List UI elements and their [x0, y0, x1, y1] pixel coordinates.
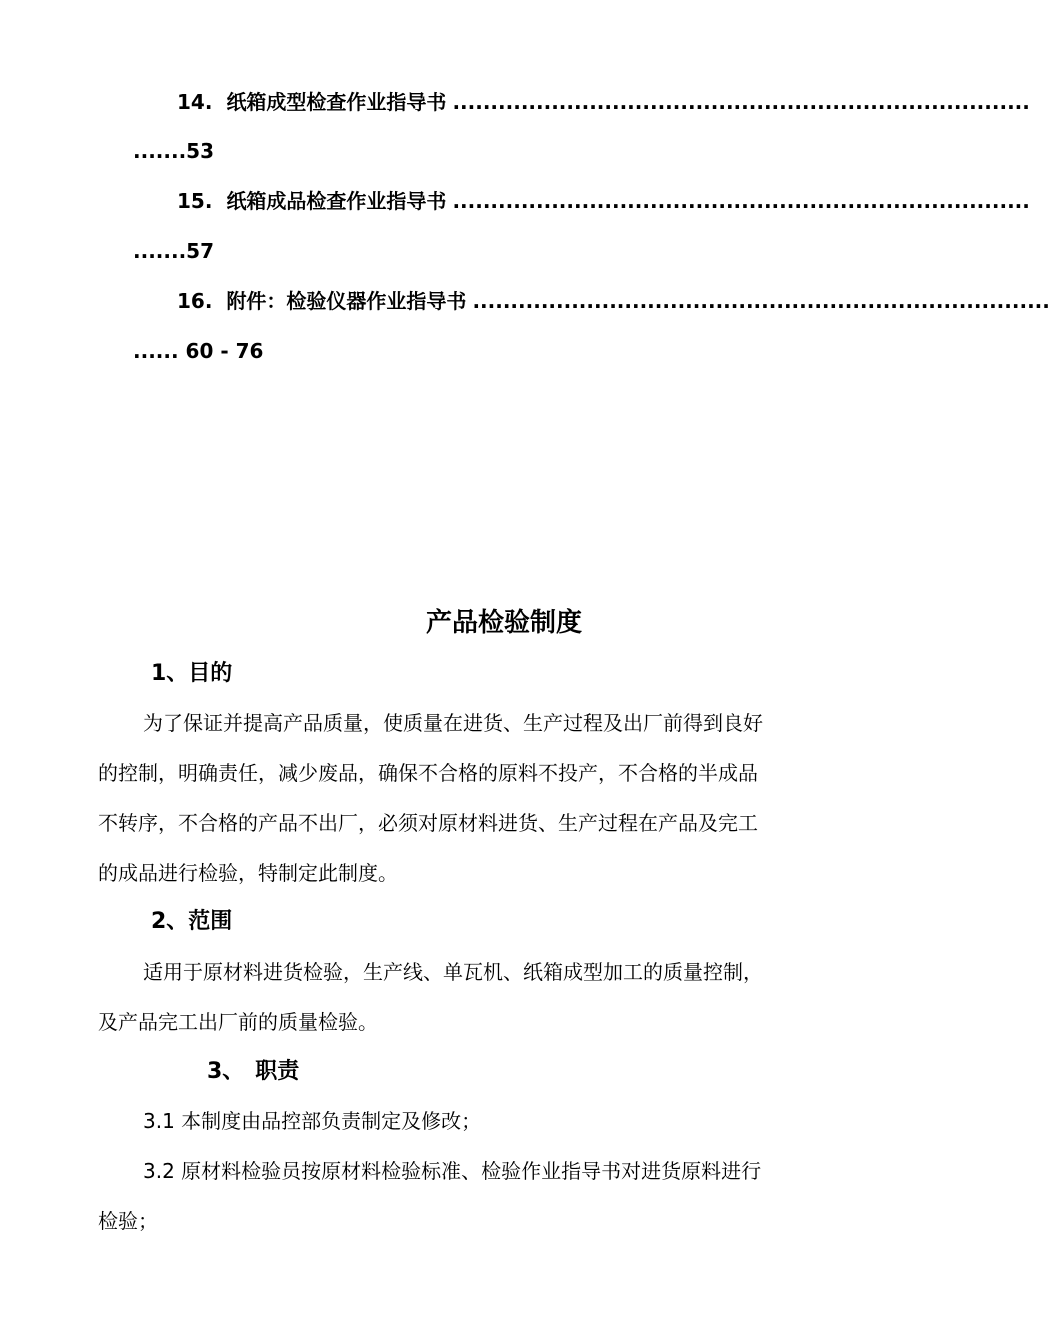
toc-title: 纸箱成型检查作业指导书 — [226, 90, 447, 114]
section-heading-responsibilities: 3、 职责 — [207, 1059, 300, 1084]
document-title: 产品检验制度 — [425, 608, 582, 638]
paragraph-line: 适用于原材料进货检验，生产线、单瓦机、纸箱成型加工的质量控制， — [143, 960, 763, 984]
toc-page-15: .......57 — [133, 239, 215, 263]
toc-title: 附件：检验仪器作业指导书 — [226, 289, 467, 313]
toc-number: 16. — [177, 289, 213, 313]
section-heading-purpose: 1、目的 — [151, 661, 233, 686]
toc-entry-16 — [177, 287, 1050, 315]
toc-entry-14 — [177, 88, 1030, 116]
toc-number: 15. — [177, 189, 213, 213]
toc-leader-dots: ............................................................................ — [452, 189, 1030, 213]
toc-leader-dots: ............................................................................ — [472, 289, 1050, 313]
toc-page-14: .......53 — [133, 139, 215, 163]
section-heading-scope: 2、范围 — [151, 909, 233, 934]
toc-title: 纸箱成品检查作业指导书 — [226, 189, 447, 213]
toc-entry-15 — [177, 187, 1030, 215]
paragraph-line: 不转序，不合格的产品不出厂，必须对原材料进货、生产过程在产品及完工 — [98, 811, 758, 835]
paragraph-line: 及产品完工出厂前的质量检验。 — [98, 1010, 378, 1034]
toc-page-16: ...... 60 - 76 — [133, 339, 264, 363]
paragraph-line: 3.1 本制度由品控部负责制定及修改； — [143, 1109, 482, 1133]
paragraph-line: 的控制，明确责任，减少废品，确保不合格的原料不投产，不合格的半成品 — [98, 761, 758, 785]
toc-leader-dots: ............................................................................ — [452, 90, 1030, 114]
paragraph-line: 3.2 原材料检验员按原材料检验标准、检验作业指导书对进货原料进行 — [143, 1159, 762, 1183]
paragraph-line: 检验； — [98, 1209, 158, 1233]
paragraph-line: 为了保证并提高产品质量，使质量在进货、生产过程及出厂前得到良好 — [143, 711, 763, 735]
toc-number: 14. — [177, 90, 213, 114]
paragraph-line: 的成品进行检验，特制定此制度。 — [98, 861, 398, 885]
